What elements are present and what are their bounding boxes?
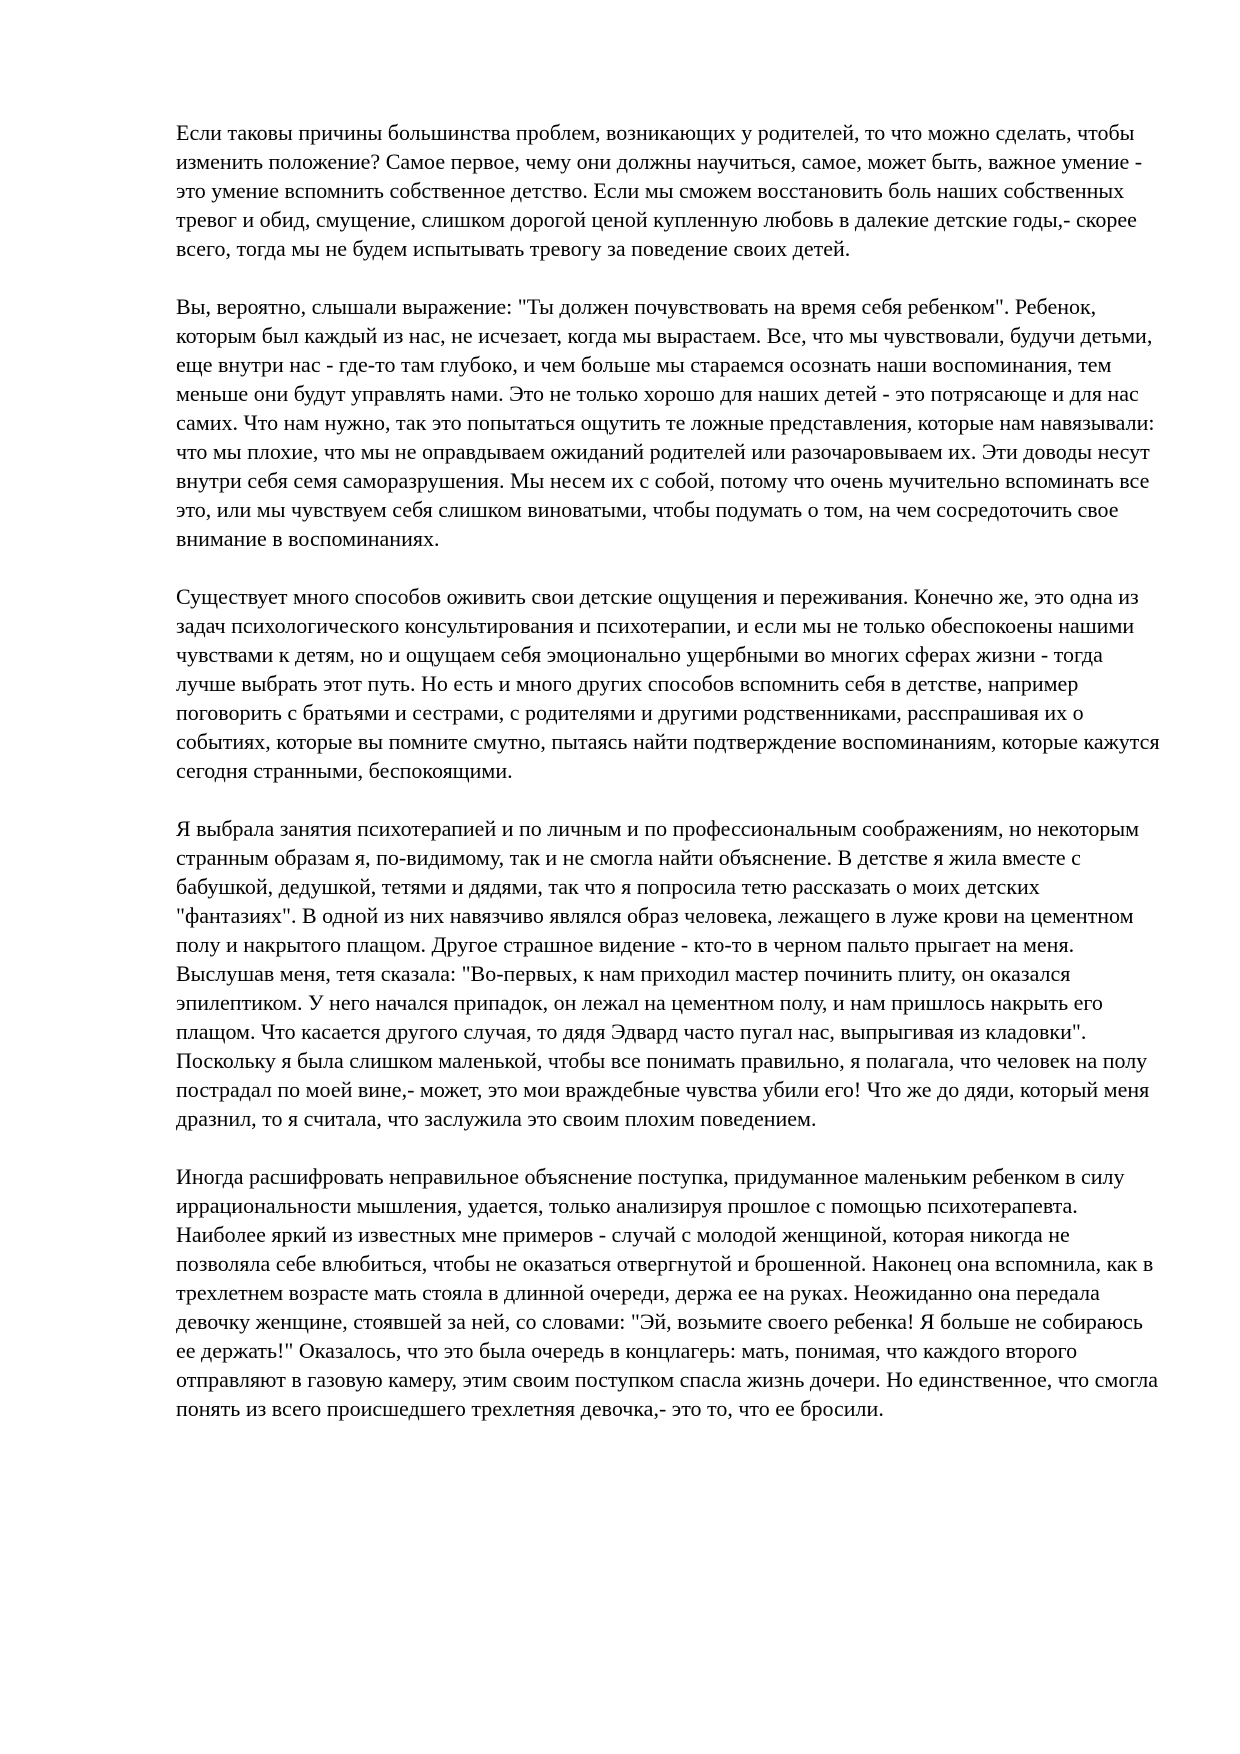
- paragraph: Существует много способов оживить свои детские ощущения и переживания. Конечно же, это одна из задач психологического консультирования и психотерапии, и если мы не только обеспокоены нашими чувствами к детям, но и ощущаем себя эмоционально ущербными во многих сферах жизни - тогда лучше выбрать этот путь. Но есть и много других способов вспомнить себя в детстве, например поговорить с братьями и сестрами, с родителями и другими родственниками, расспрашивая их о событиях, которые вы помните смутно, пытаясь найти подтверждение воспоминаниям, которые кажутся сегодня странными, беспокоящими.: [176, 584, 1160, 783]
- paragraph: Я выбрала занятия психотерапией и по личным и по профессиональным соображениям, но некоторым странным образам я, по-видимому, так и не смогла найти объяснение. В детстве я жила вместе с бабушкой, дедушкой, тетями и дядями, так что я попросила тетю рассказать о моих детских "фантазиях". В одной из них навязчиво являлся образ человека, лежащего в луже крови на цементном полу и накрытого плащом. Другое страшное видение - кто-то в черном пальто прыгает на меня. Выслушав меня, тетя сказала: "Во-первых, к нам приходил мастер починить плиту, он оказался эпилептиком. У него начался припадок, он лежал на цементном полу, и нам пришлось накрыть его плащом. Что касается другого случая, то дядя Эдвард часто пугал нас, выпрыгивая из кладовки". Поскольку я была слишком маленькой, чтобы все понимать правильно, я полагала, что человек на полу пострадал по моей вине,- может, это мои враждебные чувства убили его! Что же до дяди, который меня дразнил, то я считала, что заслужила это своим плохим поведением.: [176, 816, 1150, 1131]
- paragraph: Вы, вероятно, слышали выражение: "Ты должен почувствовать на время себя ребенком". Ребенок, которым был каждый из нас, не исчезает, когда мы вырастаем. Все, что мы чувствовали, будучи детьми, еще внутри нас - где-то там глубоко, и чем больше мы стараемся осознать наши воспоминания, тем меньше они будут управлять нами. Это не только хорошо для наших детей - это потрясающе и для нас самих. Что нам нужно, так это попытаться ощутить те ложные представления, которые нам навязывали: что мы плохие, что мы не оправдываем ожиданий родителей или разочаровываем их. Эти доводы несут внутри себя семя саморазрушения. Мы несем их с собой, потому что очень мучительно вспоминать все это, или мы чувствуем себя слишком виноватыми, чтобы подумать о том, на чем сосредоточить свое внимание в воспоминаниях.: [176, 294, 1155, 551]
- document-page: [176, 118, 1162, 1423]
- paragraph: Иногда расшифровать неправильное объяснение поступка, придуманное маленьким ребенком в силу иррациональности мышления, удается, только анализируя прошлое с помощью психотерапевта. Наиболее яркий из известных мне примеров - случай с молодой женщиной, которая никогда не позволяла себе влюбиться, чтобы не оказаться отвергнутой и брошенной. Наконец она вспомнила, как в трехлетнем возрасте мать стояла в длинной очереди, держа ее на руках. Неожиданно она передала девочку женщине, стоявшей за ней, со словами: "Эй, возьмите своего ребенка! Я больше не собираюсь ее держать!" Оказалось, что это была очередь в концлагерь: мать, понимая, что каждого второго отправляют в газовую камеру, этим своим поступком спасла жизнь дочери. Но единственное, что смогла понять из всего происшедшего трехлетняя девочка,- это то, что ее бросили.: [176, 1164, 1158, 1421]
- paragraph: Если таковы причины большинства проблем, возникающих у родителей, то что можно сделать, чтобы изменить положение? Самое первое, чему они должны научиться, самое, может быть, важное умение - это умение вспомнить собственное детство. Если мы сможем восстановить боль наших собственных тревог и обид, смущение, слишком дорогой ценой купленную любовь в далекие детские годы,- скорее всего, тогда мы не будем испытывать тревогу за поведение своих детей.: [176, 120, 1143, 261]
